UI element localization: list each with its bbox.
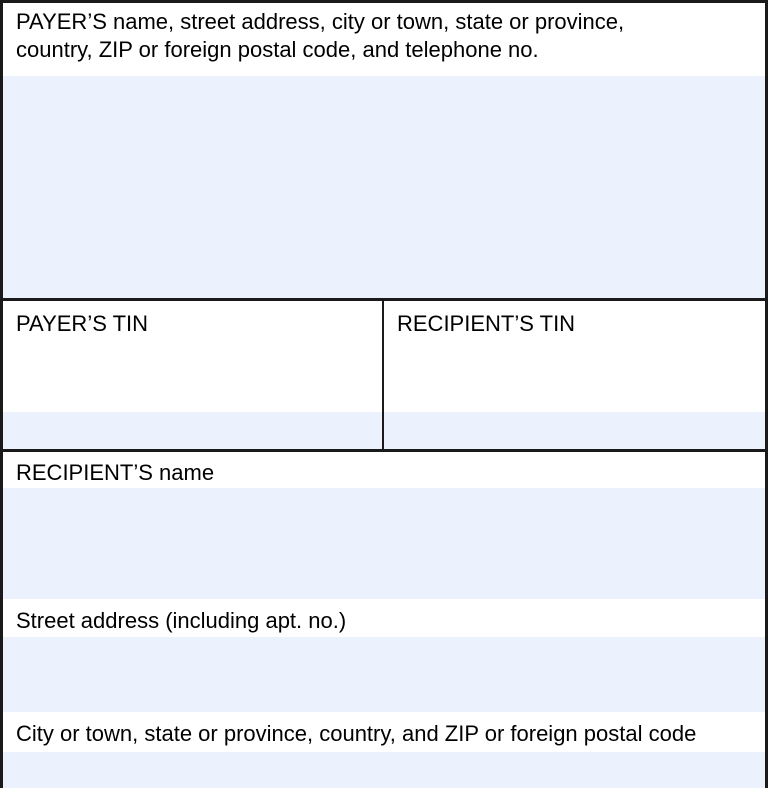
payer-info-field[interactable] [3, 76, 765, 298]
divider-line [0, 298, 768, 301]
recipient-name-field[interactable] [3, 488, 765, 599]
city-state-zip-label: City or town, state or province, country, and ZIP or foreign postal code [16, 721, 697, 746]
street-address-field[interactable] [3, 637, 765, 712]
recipient-tin-label: RECIPIENT’S TIN [397, 311, 576, 336]
payer-info-label-line1: PAYER’S name, street address, city or town, state or province, [16, 9, 625, 34]
recipient-tin-field[interactable] [384, 412, 765, 449]
recipient-name-label: RECIPIENT’S name [16, 460, 215, 485]
city-state-zip-field[interactable] [3, 752, 765, 788]
divider-line [0, 449, 768, 452]
payer-tin-label: PAYER’S TIN [16, 311, 149, 336]
payer-info-label-line2: country, ZIP or foreign postal code, and telephone no. [16, 37, 539, 62]
street-address-label: Street address (including apt. no.) [16, 608, 347, 633]
payer-tin-field[interactable] [3, 412, 382, 449]
